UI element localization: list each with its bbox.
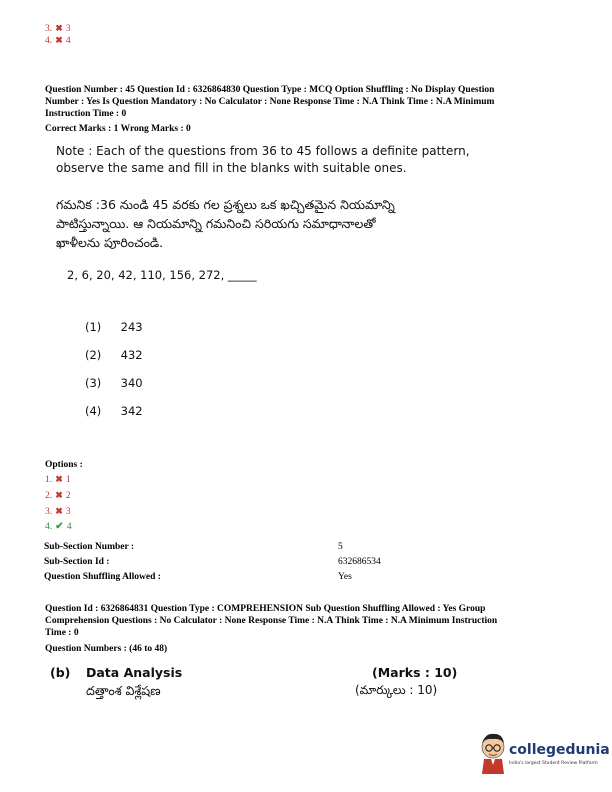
option-value: 3	[65, 507, 71, 517]
option-number: 4.	[45, 522, 53, 532]
mascot-icon	[478, 731, 508, 775]
meta-line: Comprehension Questions : No Calculator : None Response Time : N.A Think Time : N.A Minimum Instruction	[45, 616, 498, 626]
note-line: Note : Each of the questions from 36 to 45 follows a definite pattern,	[56, 144, 470, 158]
question-sequence: 2, 6, 20, 42, 110, 156, 272, _____	[67, 268, 257, 282]
choice-value: 432	[120, 348, 143, 362]
section-letter: (b)	[50, 665, 71, 680]
choice-item	[85, 376, 143, 404]
option-number: 3.	[45, 507, 53, 517]
option-value: 4	[65, 36, 71, 46]
subsection-row	[44, 556, 464, 571]
meta-line: Question Id : 6326864831 Question Type : COMPREHENSION Sub Question Shuffling Allowed : Yes Group	[45, 604, 486, 614]
option-item	[45, 473, 72, 489]
question-meta	[45, 84, 575, 120]
logo-name: collegedunia	[509, 742, 610, 758]
options-list	[45, 473, 72, 537]
row-value: Yes	[338, 572, 352, 582]
question-numbers: Question Numbers : (46 to 48)	[45, 644, 168, 654]
choice-value: 342	[120, 404, 143, 418]
telugu-line: పాటిస్తున్నాయి. ఆ నియమాన్ని గమనించి సరియగు సమాధానాలతో	[56, 216, 376, 231]
cross-icon: ✖	[55, 35, 63, 45]
option-value: 4	[66, 522, 72, 532]
option-item	[45, 505, 72, 521]
subsection-table	[44, 541, 464, 586]
option-number: 1.	[45, 475, 53, 485]
choice-value: 243	[120, 320, 143, 334]
row-label: Sub-Section Id :	[44, 557, 110, 567]
options-label: Options :	[45, 460, 83, 470]
row-label: Sub-Section Number :	[44, 542, 135, 552]
option-value: 2	[65, 491, 71, 501]
section-title-telugu: దత్తాంశ విశ్లేషణ	[86, 683, 161, 698]
choice-number: (3)	[85, 376, 102, 390]
meta-line: Number : Yes Is Question Mandatory : No Calculator : None Response Time : N.A Think Time : N.A Minimum	[45, 97, 495, 107]
meta-line: Instruction Time : 0	[45, 109, 127, 119]
option-item	[45, 489, 72, 505]
option-value: 3	[65, 24, 71, 34]
choice-item	[85, 348, 143, 376]
subsection-row	[44, 571, 464, 586]
row-value: 632686534	[338, 557, 381, 567]
section-marks-telugu: (మార్కులు : 10)	[355, 683, 438, 697]
choice-number: (1)	[85, 320, 102, 334]
subsection-row	[44, 541, 464, 556]
cross-icon: ✖	[55, 506, 63, 516]
cross-icon: ✖	[55, 23, 63, 33]
choice-item	[85, 320, 143, 348]
option-number: 4.	[45, 36, 53, 46]
cross-icon: ✖	[55, 474, 63, 484]
section-marks: (Marks : 10)	[372, 665, 458, 680]
option-item	[45, 22, 71, 34]
row-label: Question Shuffling Allowed :	[44, 572, 161, 582]
marks-line: Correct Marks : 1 Wrong Marks : 0	[45, 124, 191, 134]
option-number: 2.	[45, 491, 53, 501]
option-item	[45, 521, 72, 537]
meta-line: Time : 0	[45, 628, 79, 638]
check-icon: ✔	[55, 521, 64, 532]
choice-list	[85, 320, 143, 432]
section-title: Data Analysis	[86, 665, 183, 680]
choice-number: (2)	[85, 348, 102, 362]
logo-tagline: India's largest Student Review Platform	[509, 761, 598, 766]
cross-icon: ✖	[55, 490, 63, 500]
note-line: observe the same and fill in the blanks with suitable ones.	[56, 161, 407, 175]
option-value: 1	[65, 475, 71, 485]
question-note-telugu	[56, 195, 556, 252]
choice-item	[85, 404, 143, 432]
telugu-line: ఖాళీలను పూరించండి.	[56, 235, 164, 250]
comprehension-meta	[45, 603, 575, 639]
choice-number: (4)	[85, 404, 102, 418]
option-number: 3.	[45, 24, 53, 34]
top-options	[45, 22, 71, 46]
question-note	[56, 143, 556, 177]
option-item	[45, 34, 71, 46]
collegedunia-logo	[478, 731, 610, 777]
meta-line: Question Number : 45 Question Id : 6326864830 Question Type : MCQ Option Shuffling : No Display Question	[45, 85, 495, 95]
choice-value: 340	[120, 376, 143, 390]
row-value: 5	[338, 542, 343, 552]
telugu-line: గమనిక :36 నుండి 45 వరకు గల ప్రశ్నలు ఒక ఖచ్చితమైన నియమాన్ని	[56, 197, 395, 212]
